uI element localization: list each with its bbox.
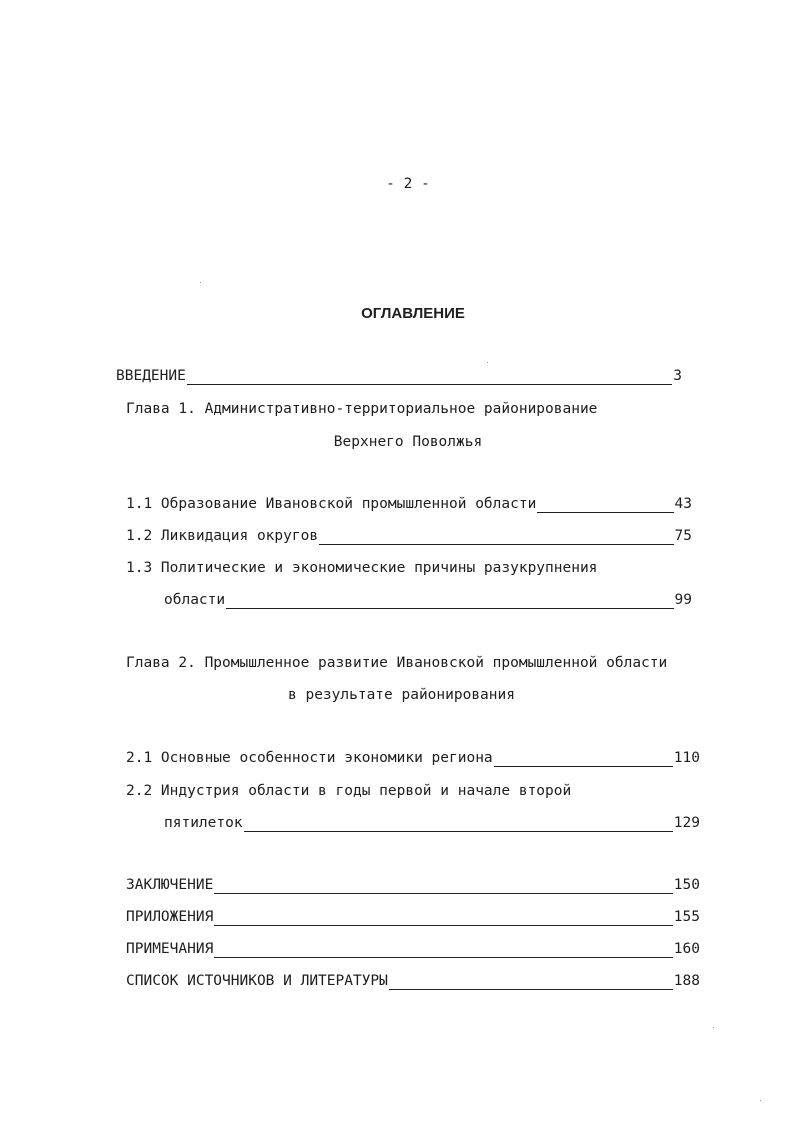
toc-entry-notes[interactable] [126,941,700,963]
toc-entry-label: пятилеток [164,815,243,831]
chapter-2-heading-continued: в результате районирования [288,687,515,703]
toc-entry-label: ПРИМЕЧАНИЯ [126,941,214,957]
toc-entry-page: 99 [674,592,692,608]
page-number: - 2 - [386,176,430,192]
chapter-1-heading-continued: Верхнего Поволжья [333,434,483,450]
toc-entry-label: ЗАКЛЮЧЕНИЕ [126,877,214,893]
toc-entry-label: СПИСОК ИСТОЧНИКОВ И ЛИТЕРАТУРЫ [126,973,388,989]
leader-line [214,881,672,894]
toc-entry-page: 43 [674,496,692,512]
toc-entry-2-1[interactable] [126,750,700,772]
toc-entry-1-3-label: 1.3 Политические и экономические причины разукрупнения [126,560,598,576]
leader-line [187,372,672,385]
toc-entry-1-2[interactable] [126,528,692,550]
toc-entry-label: ВВЕДЕНИЕ [116,368,186,384]
toc-entry-label: 1.2 Ликвидация округов [126,528,319,544]
toc-entry-page: 150 [673,877,700,893]
leader-line [214,945,672,958]
leader-line [494,754,673,767]
leader-line [214,913,672,926]
toc-entry-label: ПРИЛОЖЕНИЯ [126,909,214,925]
scan-speck [760,1100,761,1101]
toc-entry-sources[interactable] [126,973,700,995]
toc-entry-label: 1.1 Образование Ивановской промышленной области [126,496,537,512]
leader-line [226,596,673,609]
toc-entry-conclusion[interactable] [126,877,700,899]
toc-entry-2-2-label: 2.2 Индустрия области в годы первой и начале второй [126,783,572,799]
scan-speck [200,282,201,283]
toc-entry-label: 2.1 Основные особенности экономики региона [126,750,493,766]
toc-entry-label: области [164,592,226,608]
toc-entry-intro[interactable] [116,368,682,390]
toc-entry-page: 75 [674,528,692,544]
leader-line [389,977,673,990]
scan-speck [487,362,488,363]
leader-line [319,532,673,545]
toc-entry-1-1[interactable] [126,496,692,518]
chapter-1-heading: Глава 1. Административно-территориальное районирование [126,401,598,417]
chapter-2-heading: Глава 2. Промышленное развитие Ивановской промышленной области [126,655,668,671]
leader-line [537,500,673,513]
toc-title: ОГЛАВЛЕНИЕ [361,305,465,322]
toc-entry-2-2[interactable] [164,815,700,837]
toc-entry-page: 188 [673,973,700,989]
leader-line [244,819,673,832]
toc-entry-page: 3 [673,368,682,384]
toc-entry-page: 129 [673,815,700,831]
toc-entry-page: 160 [673,941,700,957]
toc-entry-appendices[interactable] [126,909,700,931]
toc-entry-1-3[interactable] [164,592,692,614]
toc-entry-page: 155 [673,909,700,925]
scan-speck [713,1027,714,1028]
toc-entry-page: 110 [673,750,700,766]
